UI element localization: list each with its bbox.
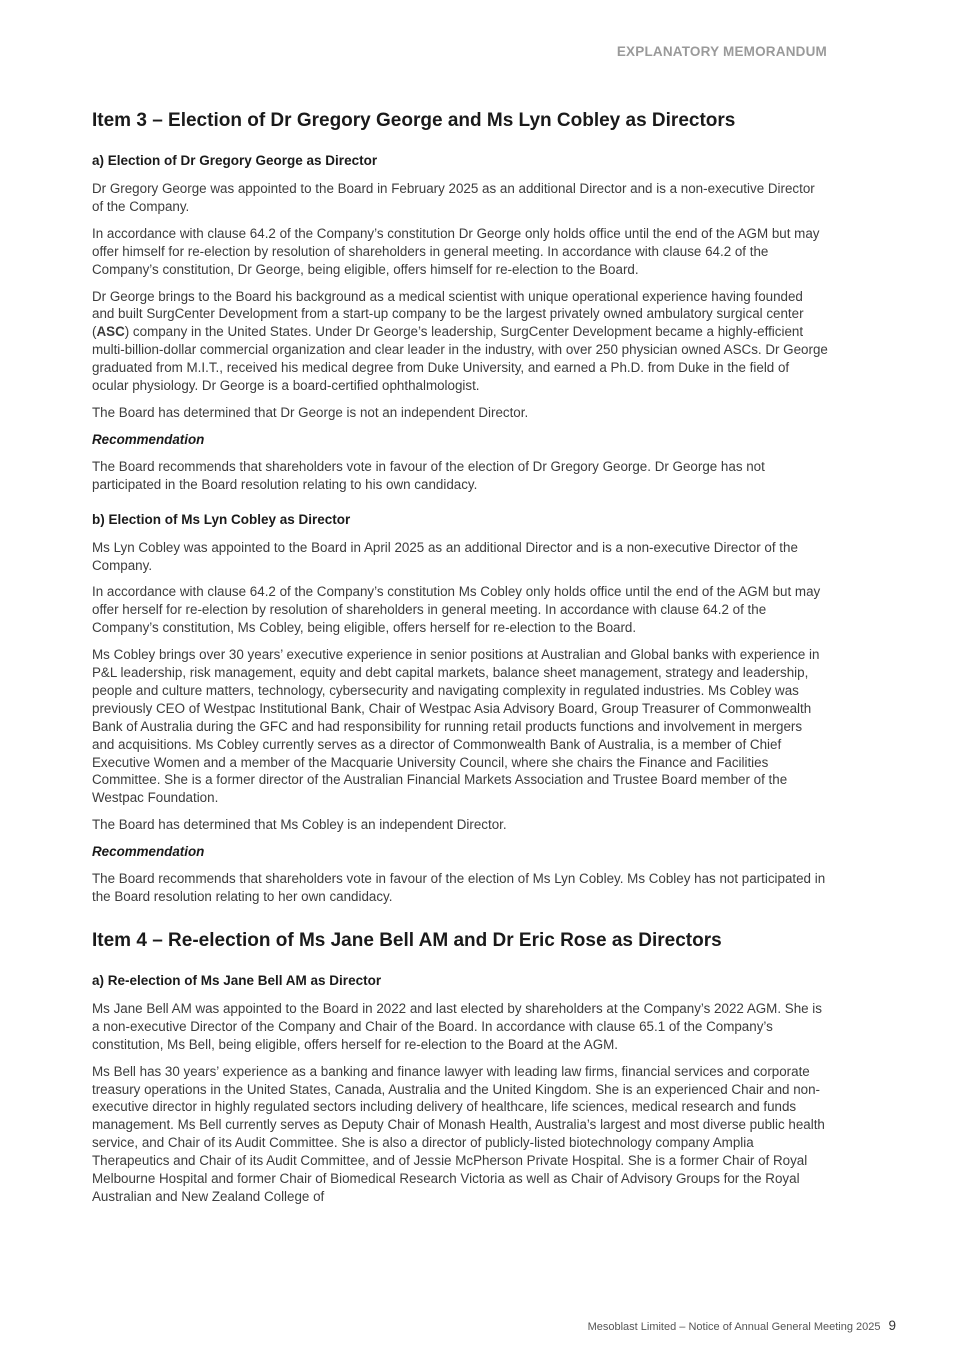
item3b-recommendation-label: Recommendation <box>92 844 205 860</box>
document-body <box>92 108 828 1215</box>
footer-text: Mesoblast Limited – Notice of Annual General Meeting 2025 <box>587 1321 881 1333</box>
asc-abbreviation: ASC <box>96 324 125 340</box>
item3a-paragraph-3-part-2: ) company in the United States. Under Dr George’s leadership, SurgCenter Development became a highly-efficient multi-billion-dollar commercial organization and clear leader in the industry, with over 250 physician owned ASCs. Dr George graduated from M.I.T., received his medical degree from Duke University, and earned a Ph.D. from Duke in the field of ocular physiology. Dr George is a board-certified ophthalmologist. <box>92 324 828 394</box>
item3-heading: Item 3 – Election of Dr Gregory George and Ms Lyn Cobley as Directors <box>92 110 736 131</box>
item3a-paragraph-3 <box>92 288 828 395</box>
item3a-heading: a) Election of Dr Gregory George as Director <box>92 153 378 168</box>
page-footer <box>588 1318 896 1333</box>
item3b-heading: b) Election of Ms Lyn Cobley as Director <box>92 511 351 527</box>
item4a-paragraph-2: Ms Bell has 30 years’ experience as a banking and finance lawyer with leading law firms, financial services and corporate treasury operations in the United States, Canada, Australia and the United Kingdom. She is an experienced Chair and non-executive director in highly regulated sectors including delivery of healthcare, life sciences, medical research and funds management. Ms Bell currently serves as Deputy Chair of Monash Health, Australia’s largest and most diverse public health service, and Chair of its Audit Committee. She is also a director of publicly-listed biotechnology company Amplia Therapeutics and Chair of its Audit Committee, and of Jessie McPherson Private Hospital. She is a former Chair of Royal Melbourne Hospital and former Chair of Biomedical Research Victoria as well as Chair of Advisory Groups for the Royal Australian and New Zealand College of <box>92 1063 825 1204</box>
item3b-paragraph-2: In accordance with clause 64.2 of the Company’s constitution Ms Cobley only holds office until the end of the AGM but may offer herself for re-election by resolution of shareholders in general meeting. In accordance with clause 64.2 of the Company’s constitution, Ms Cobley, being eligible, offers herself for re-election to the Board. <box>92 584 821 636</box>
page-number: 9 <box>888 1318 896 1333</box>
item3b-recommendation-text: The Board recommends that shareholders vote in favour of the election of Ms Lyn Cobley. Ms Cobley has not participated in the Board resolution relating to her own candidacy. <box>92 871 826 904</box>
item3b-paragraph-4: The Board has determined that Ms Cobley is an independent Director. <box>92 817 507 833</box>
item4a-heading: a) Re-election of Ms Jane Bell AM as Director <box>92 972 382 988</box>
item3a-recommendation-label: Recommendation <box>92 431 205 447</box>
item3a-paragraph-4: The Board has determined that Dr George is not an independent Director. <box>92 404 529 420</box>
item4-heading: Item 4 – Re-election of Ms Jane Bell AM and Dr Eric Rose as Directors <box>92 929 722 951</box>
item3a-paragraph-3-part-1: Dr George brings to the Board his background as a medical scientist with unique operational experience having founded and built SurgCenter Development from a start-up company to be the largest privately owned ambulatory surgical center ( <box>92 288 804 340</box>
item4a-paragraph-1: Ms Jane Bell AM was appointed to the Board in 2022 and last elected by shareholders at the Company’s 2022 AGM. She is a non-executive Director of the Company and Chair of the Board. In accordance with clause 65.1 of the Company’s constitution, Ms Bell, being eligible, offers herself for re-election to the Board at the AGM. <box>92 1000 822 1052</box>
item3a-paragraph-1: Dr Gregory George was appointed to the Board in February 2025 as an additional Director and is a non-executive Director of the Company. <box>92 181 815 214</box>
running-header: EXPLANATORY MEMORANDUM <box>616 44 827 59</box>
item3b-paragraph-3: Ms Cobley brings over 30 years’ executive experience in senior positions at Australian and Global banks with experience in P&L leadership, risk management, equity and debt capital markets, balance sheet management, strategy and leadership, people and culture matters, technology, cybersecurity and navigating complexity in regulated industries. Ms Cobley was previously CEO of Westpac Institutional Bank, Chair of Westpac Asia Advisory Board, Group Treasurer of Commonwealth Bank of Australia during the GFC and had responsibility for running retail products functions and involvement in mergers and acquisitions. Ms Cobley currently serves as a director of Commonwealth Bank of Australia, is a member of Chief Executive Women and a member of the Macquarie University Council, where she chairs the Finance and Facilities Committee. She is a former director of the Australian Financial Markets Association and Trustee Board member of the Westpac Foundation. <box>92 647 820 806</box>
item3a-recommendation-text: The Board recommends that shareholders vote in favour of the election of Dr Gregory George. Dr George has not participated in the Board resolution relating to his own candidacy. <box>92 458 765 492</box>
item3a-paragraph-2: In accordance with clause 64.2 of the Company’s constitution Dr George only holds office until the end of the AGM but may offer himself for re-election by resolution of shareholders in general meeting. In accordance with clause 64.2 of the Company’s constitution, Dr George, being eligible, offers himself for re-election to the Board. <box>92 225 820 277</box>
item3b-paragraph-1: Ms Lyn Cobley was appointed to the Board in April 2025 as an additional Director and is a non-executive Director of the Company. <box>92 539 798 573</box>
